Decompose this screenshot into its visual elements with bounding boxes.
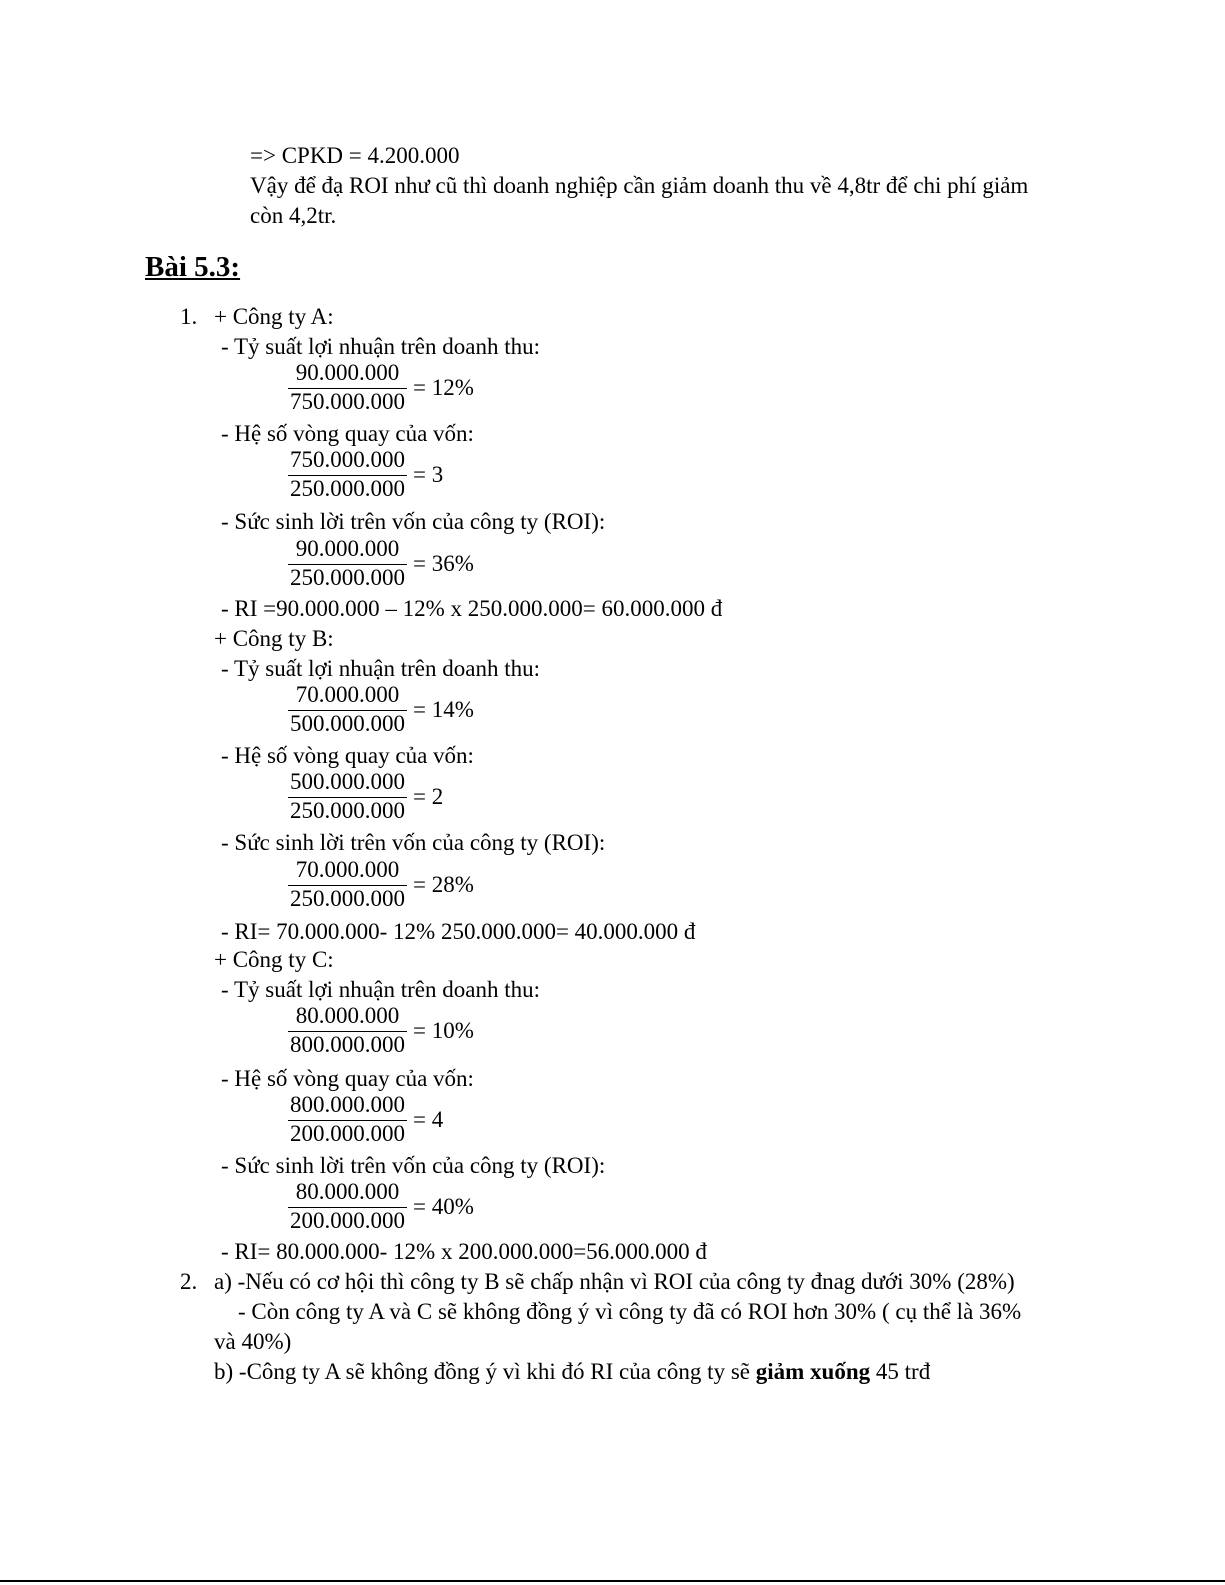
numerator: 80.000.000 [295, 1179, 400, 1204]
denominator: 800.000.000 [290, 1032, 405, 1057]
answer-b-prefix: b) -Công ty A sẽ không đồng ý vì khi đó RI của công ty sẽ [214, 1359, 756, 1384]
answer-a-line-2: - Còn công ty A và C sẽ không đồng ý vì công ty đã có ROI hơn 30% ( cụ thể là 36% [238, 1299, 1022, 1324]
denominator: 200.000.000 [290, 1121, 405, 1146]
intro-line-1: => CPKD = 4.200.000 [250, 143, 460, 168]
result: = 28% [413, 871, 474, 897]
answer-b-line [214, 1359, 930, 1385]
company-b-margin-formula [288, 682, 474, 737]
numerator: 90.000.000 [295, 536, 400, 561]
numerator: 750.000.000 [290, 447, 405, 472]
company-b-roi-label: - Sức sinh lời trên vốn của công ty (ROI): [221, 830, 606, 855]
numerator: 90.000.000 [295, 360, 400, 385]
company-a-margin-formula [288, 360, 474, 415]
denominator: 500.000.000 [290, 711, 405, 736]
denominator: 250.000.000 [290, 886, 405, 911]
company-c-ri: - RI= 80.000.000- 12% x 200.000.000=56.000.000 đ [221, 1239, 707, 1264]
list-number-1: 1. [180, 304, 198, 329]
section-title: Bài 5.3: [145, 251, 241, 283]
company-a-roi-label: - Sức sinh lời trên vốn của công ty (ROI): [221, 509, 606, 534]
company-b-roi-formula [288, 857, 474, 912]
intro-line-2: Vậy để đạ ROI như cũ thì doanh nghiệp cần giảm doanh thu về 4,8tr để chi phí giảm [250, 173, 1029, 198]
result: = 40% [413, 1193, 474, 1219]
answer-b-suffix: 45 trđ [870, 1359, 931, 1384]
company-a-heading: + Công ty A: [214, 304, 334, 329]
company-c-margin-label: - Tỷ suất lợi nhuận trên doanh thu: [221, 977, 540, 1002]
company-a-roi-formula [288, 536, 474, 591]
company-a-turnover-label: - Hệ số vòng quay của vốn: [221, 421, 474, 446]
company-b-heading: + Công ty B: [214, 626, 334, 651]
answer-a-line-3: và 40%) [214, 1329, 292, 1354]
intro-line-3: còn 4,2tr. [250, 203, 337, 228]
company-b-turnover-formula [288, 769, 443, 824]
result: = 12% [413, 374, 474, 400]
result: = 2 [413, 783, 444, 809]
result: = 36% [413, 550, 474, 576]
company-a-turnover-formula [288, 447, 443, 502]
result: = 14% [413, 696, 474, 722]
answer-a-line-1: a) -Nếu có cơ hội thì công ty B sẽ chấp nhận vì ROI của công ty đnag dưới 30% (28%) [214, 1269, 1015, 1294]
numerator: 70.000.000 [295, 857, 400, 882]
company-b-turnover-label: - Hệ số vòng quay của vốn: [221, 743, 474, 768]
numerator: 500.000.000 [290, 769, 405, 794]
denominator: 250.000.000 [290, 798, 405, 823]
company-b-ri: - RI= 70.000.000- 12% 250.000.000= 40.000.000 đ [221, 919, 696, 944]
company-c-roi-label: - Sức sinh lời trên vốn của công ty (ROI): [221, 1153, 606, 1178]
company-a-ri: - RI =90.000.000 – 12% x 250.000.000= 60.000.000 đ [221, 596, 723, 621]
denominator: 750.000.000 [290, 389, 405, 414]
numerator: 800.000.000 [290, 1092, 405, 1117]
company-c-turnover-formula [288, 1092, 443, 1147]
company-c-turnover-label: - Hệ số vòng quay của vốn: [221, 1066, 474, 1091]
denominator: 250.000.000 [290, 565, 405, 590]
company-c-heading: + Công ty C: [214, 947, 334, 972]
denominator: 200.000.000 [290, 1208, 405, 1233]
company-c-roi-formula [288, 1179, 474, 1234]
numerator: 80.000.000 [295, 1003, 400, 1028]
company-c-margin-formula [288, 1003, 474, 1058]
list-number-2: 2. [180, 1269, 198, 1294]
numerator: 70.000.000 [295, 682, 400, 707]
company-b-margin-label: - Tỷ suất lợi nhuận trên doanh thu: [221, 656, 540, 681]
result: = 3 [413, 461, 444, 487]
page-bottom-rule [0, 1580, 1225, 1582]
result: = 10% [413, 1017, 474, 1043]
result: = 4 [413, 1106, 444, 1132]
denominator: 250.000.000 [290, 476, 405, 501]
answer-b-emphasis: giảm xuống [755, 1359, 871, 1384]
company-a-margin-label: - Tỷ suất lợi nhuận trên doanh thu: [221, 334, 540, 359]
